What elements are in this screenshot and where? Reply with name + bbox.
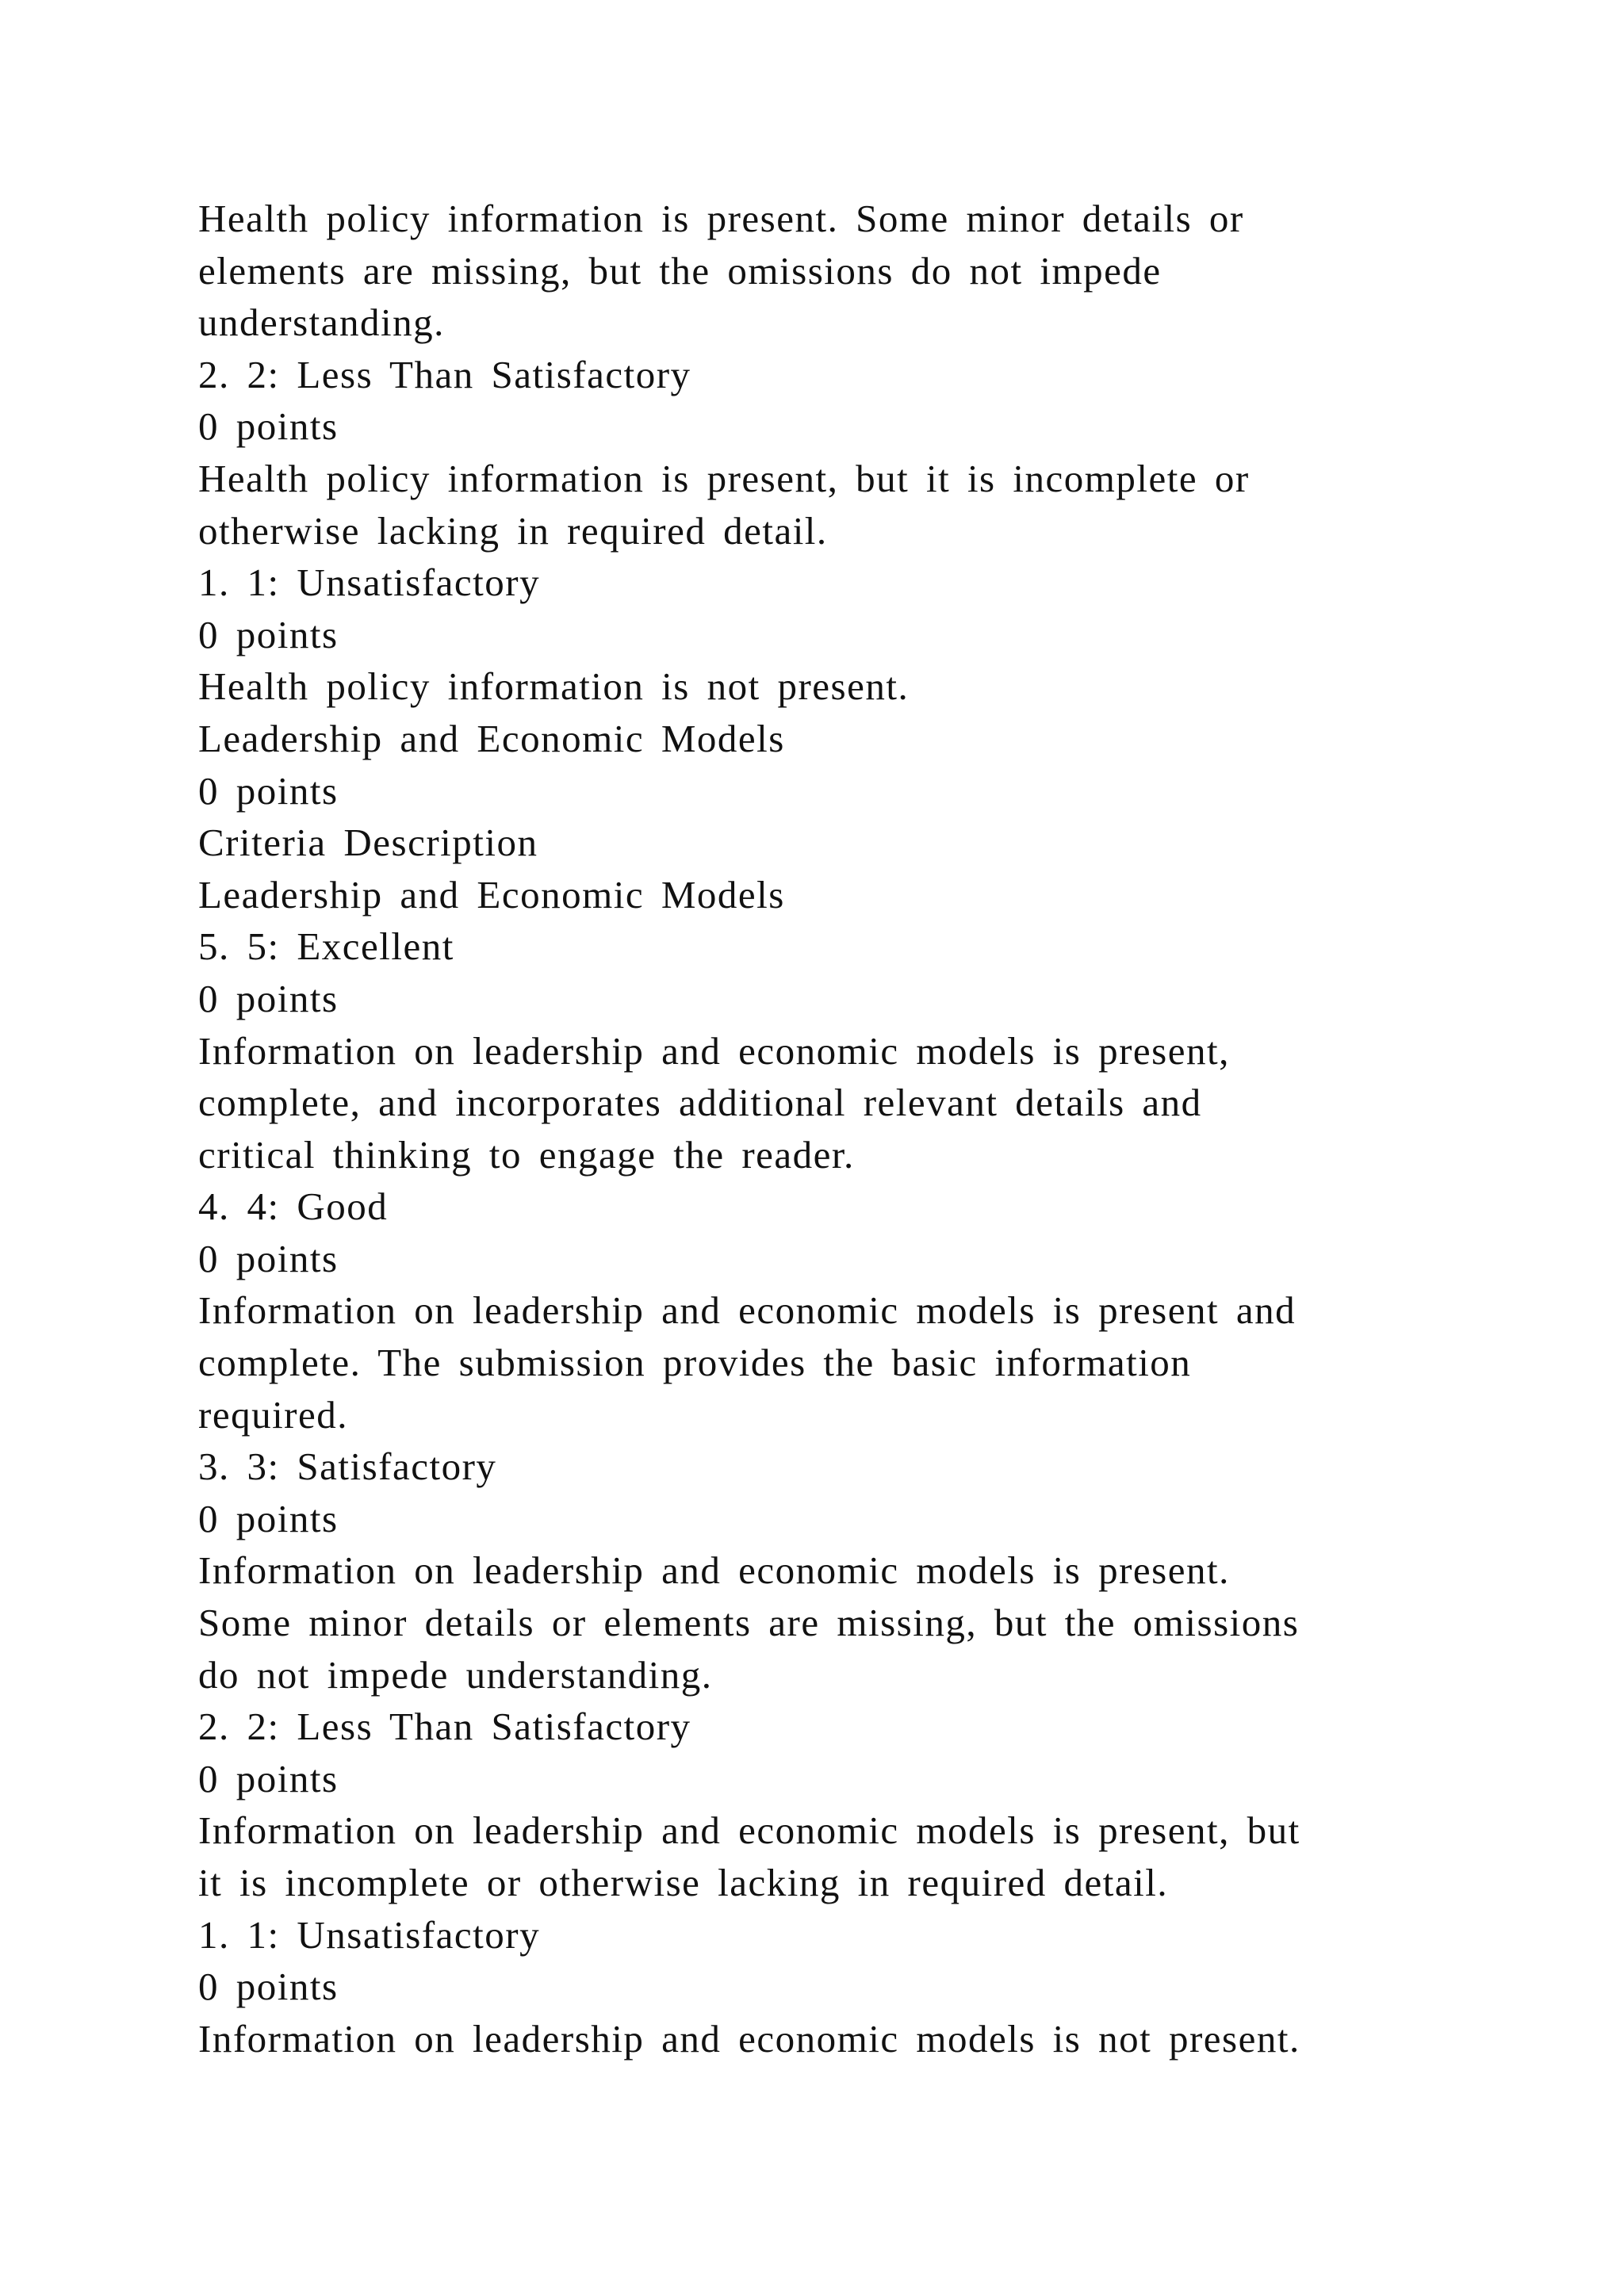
text-line: do not impede understanding.: [198, 1652, 713, 1697]
text-line: Information on leadership and economic models is present,: [198, 1028, 1230, 1073]
points-label: 0 points: [198, 404, 339, 449]
text-line: required.: [198, 1392, 348, 1437]
rating-heading: 2. 2: Less Than Satisfactory: [198, 352, 691, 396]
rating-heading: 5. 5: Excellent: [198, 924, 454, 969]
text-line: elements are missing, but the omissions do not impede: [198, 248, 1162, 293]
criteria-label: Criteria Description: [198, 821, 538, 865]
text-line: critical thinking to engage the reader.: [198, 1132, 855, 1177]
rating-heading: 3. 3: Satisfactory: [198, 1445, 497, 1489]
points-label: 0 points: [198, 976, 339, 1020]
text-line: otherwise lacking in required detail.: [198, 508, 828, 553]
rating-heading: 4. 4: Good: [198, 1184, 389, 1229]
text-line: it is incomplete or otherwise lacking in required detail.: [198, 1861, 1169, 1904]
section-heading: Leadership and Economic Models: [198, 716, 785, 760]
points-label: 0 points: [198, 768, 339, 813]
points-label: 0 points: [198, 1756, 339, 1800]
document-body: [198, 193, 1435, 2064]
points-label: 0 points: [198, 1496, 339, 1540]
points-label: 0 points: [198, 1236, 339, 1280]
text-line: Health policy information is present. Some minor details or: [198, 197, 1244, 240]
rating-heading: 1. 1: Unsatisfactory: [198, 1912, 541, 1957]
text-line: Information on leadership and economic models is present, but: [198, 1808, 1300, 1853]
text-line: complete, and incorporates additional relevant details and: [198, 1081, 1202, 1125]
text-line: Information on leadership and economic models is not present.: [198, 2016, 1300, 2061]
text-line: Some minor details or elements are missing, but the omissions: [198, 1601, 1300, 1645]
criteria-heading: Leadership and Economic Models: [198, 872, 785, 916]
rating-heading: 2. 2: Less Than Satisfactory: [198, 1705, 691, 1749]
text-line: complete. The submission provides the basic information: [198, 1341, 1192, 1385]
text-line: Information on leadership and economic models is present.: [198, 1548, 1230, 1593]
rating-heading: 1. 1: Unsatisfactory: [198, 561, 541, 605]
text-line: Information on leadership and economic models is present and: [198, 1288, 1297, 1333]
text-line: Health policy information is present, but it is incomplete or: [198, 456, 1250, 500]
points-label: 0 points: [198, 612, 339, 656]
text-line: Health policy information is not present.: [198, 664, 910, 709]
points-label: 0 points: [198, 1965, 339, 2009]
text-line: understanding.: [198, 300, 445, 345]
